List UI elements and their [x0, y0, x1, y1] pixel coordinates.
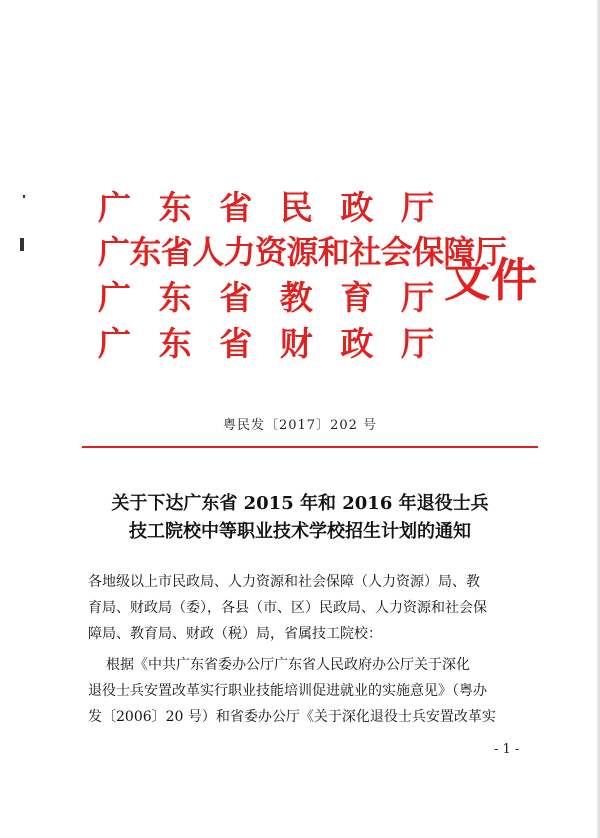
- body-line: 根据《中共广东省委办公厅广东省人民政府办公厅关于深化: [106, 657, 470, 673]
- body-line: 育局、财政局（委），各县（市、区）民政局、人力资源和社会保: [88, 600, 487, 616]
- issuer-finance: 广 东 省 财 政 厅: [98, 324, 434, 363]
- binding-mark: [20, 238, 24, 251]
- page-number: - 1 -: [494, 742, 520, 757]
- document-title-line-2: 技工院校中等职业技术学校招生计划的通知: [129, 521, 471, 542]
- document-type: 文件: [444, 253, 538, 307]
- issuer-human-resources: 广东省人力资源和社会保障厅: [98, 233, 507, 271]
- issuer-education: 广 东 省 教 育 厅: [98, 278, 434, 317]
- red-divider: [82, 446, 538, 448]
- body-line: 发〔2006〕20 号）和省委办公厅《关于深化退役士兵安置改革实: [88, 709, 496, 725]
- document-title-line-1: 关于下达广东省 2015 年和 2016 年退役士兵: [111, 493, 489, 514]
- document-number: 粤民发〔2017〕202 号: [222, 418, 378, 433]
- body-line: 退役士兵安置改革实行职业技能培训促进就业的实施意见》（粤办: [88, 683, 487, 699]
- issuer-civil-affairs: 广 东 省 民 政 厅: [98, 188, 434, 227]
- scan-mark: [23, 195, 25, 198]
- body-line: 各地级以上市民政局、人力资源和社会保障（人力资源）局、教: [88, 574, 480, 590]
- body-line: 障局、教育局、财政（税）局，省属技工院校：: [88, 626, 382, 642]
